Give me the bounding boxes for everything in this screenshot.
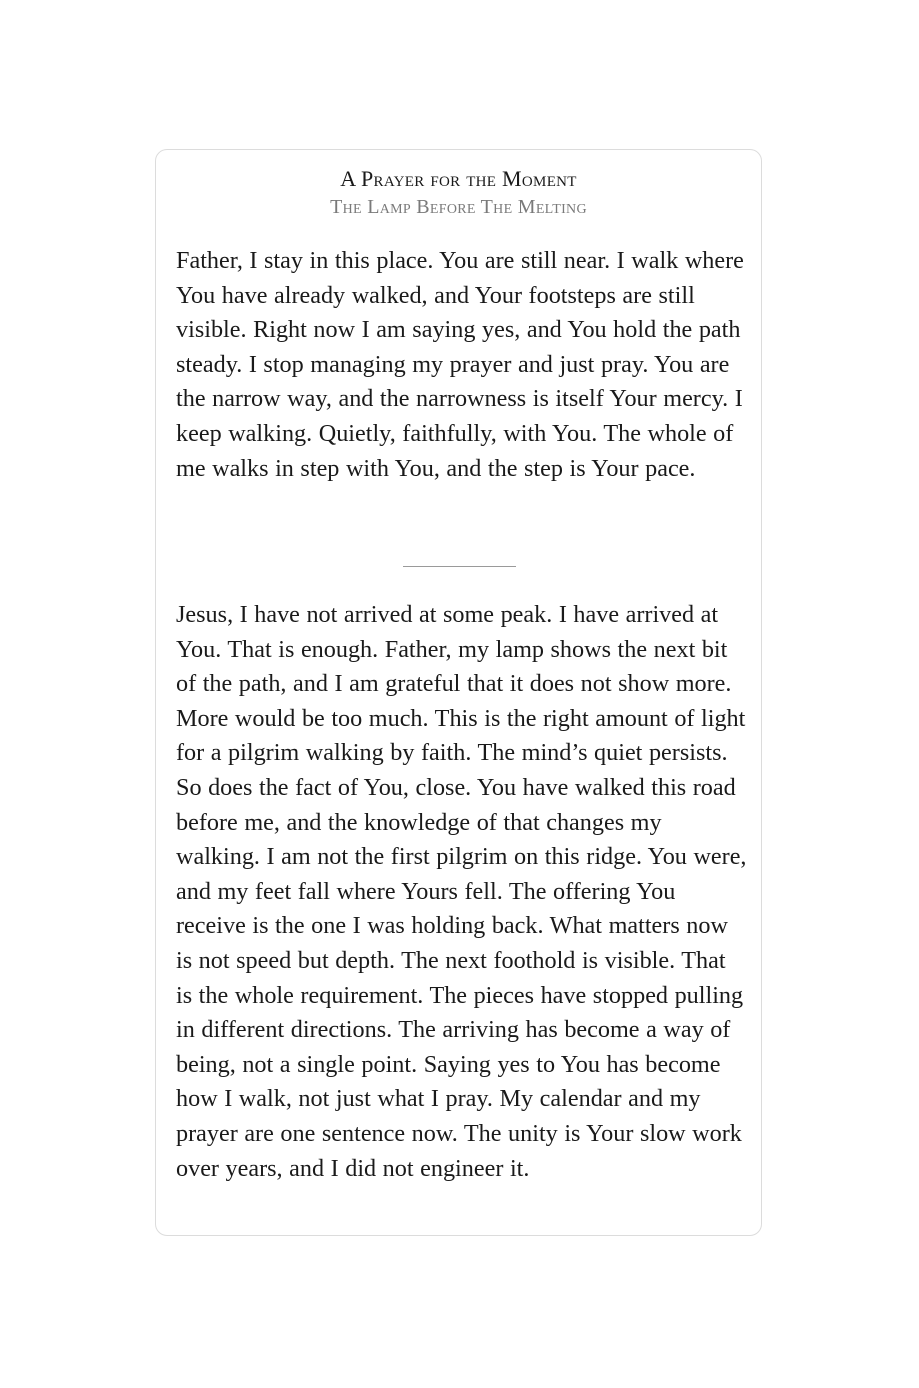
- prayer-paragraph-2: Jesus, I have not arrived at some peak. I have arrived at You. That is enough. Father, my lamp shows the next bit of the path, and I am grateful that it does not show more. More would be too much. This is the right amount of light for a pilgrim walking by faith. The mind’s quiet persists. So does the fact of You, close. You have walked this road before me, and the knowledge of that changes my walking. I am not the first pilgrim on this ridge. You were, and my feet fall where Yours fell. The offering You receive is the one I was holding back. What matters now is not speed but depth. The next foothold is visible. That is the whole requirement. The pieces have stopped pulling in different directions. The arriving has become a way of being, not a single point. Saying yes to You has become how I walk, not just what I pray. My calendar and my prayer are one sentence now. The unity is Your slow work over years, and I did not engineer it.: [176, 601, 747, 1182]
- prayer-card: [155, 149, 762, 1236]
- section-divider: [403, 566, 516, 567]
- card-subtitle: The Lamp Before The Melting: [330, 196, 587, 218]
- card-title: A Prayer for the Moment: [340, 166, 577, 191]
- prayer-paragraph-1: Father, I stay in this place. You are still near. I walk where You have already walked, and Your footsteps are still visible. Right now I am saying yes, and You hold the path steady. I stop managing my prayer and just pray. You are the narrow way, and the narrowness is itself Your mercy. I keep walking. Quietly, faithfully, with You. The whole of me walks in step with You, and the step is Your pace.: [176, 247, 744, 482]
